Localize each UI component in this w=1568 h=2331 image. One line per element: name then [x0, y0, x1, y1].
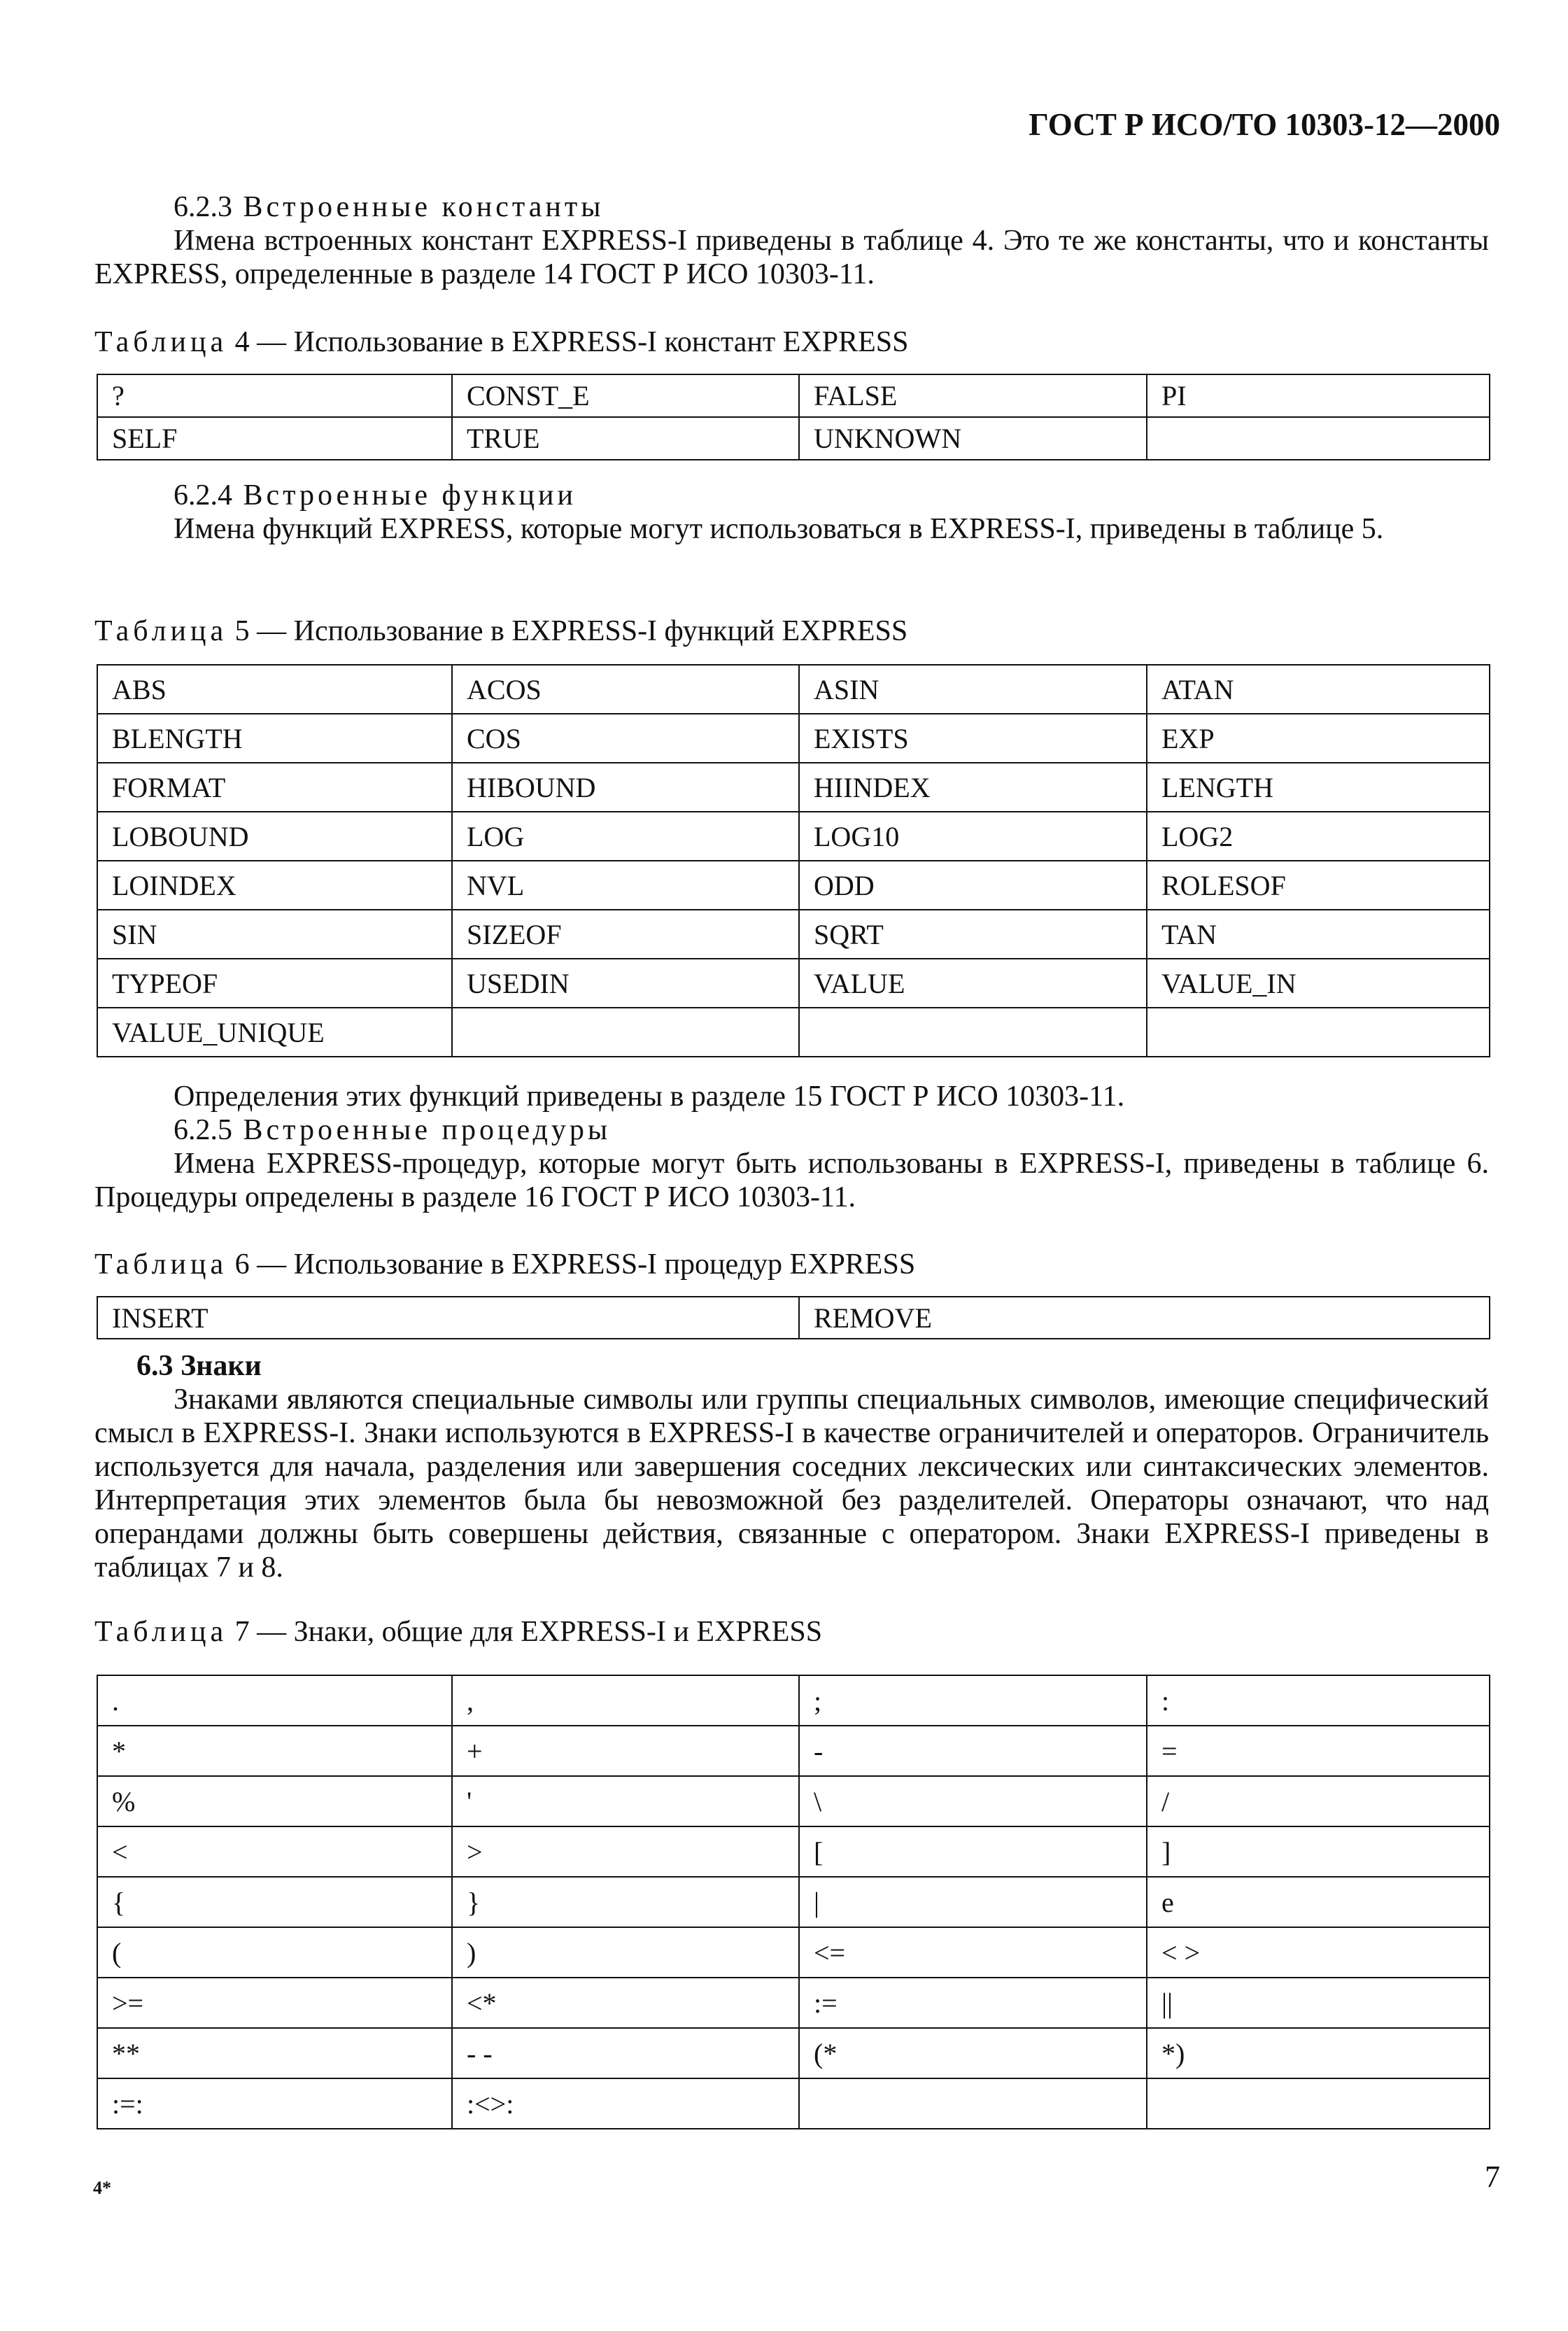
section-title: Встроенные функции: [243, 479, 577, 512]
table-cell: .: [97, 1675, 452, 1726]
table-cell: LOG: [452, 812, 799, 861]
table-cell: SIZEOF: [452, 910, 799, 959]
table-6-caption: [94, 1248, 1489, 1281]
caption-label: Таблица: [94, 326, 228, 358]
section-heading: [94, 190, 1489, 224]
table-cell: [1147, 1008, 1490, 1057]
page-number: 7: [1485, 2160, 1500, 2194]
table-cell: *: [97, 1726, 452, 1776]
table-row: [97, 665, 1490, 714]
signature-mark: 4*: [93, 2178, 111, 2198]
table-cell: TYPEOF: [97, 959, 452, 1008]
table-cell: [799, 1008, 1147, 1057]
table-row: [97, 1978, 1490, 2028]
table-cell: ;: [799, 1675, 1147, 1726]
table-5: [97, 664, 1490, 1057]
table-row: [97, 910, 1490, 959]
table-cell: INSERT: [97, 1297, 799, 1339]
table-cell: ,: [452, 1675, 799, 1726]
table-cell: [452, 1008, 799, 1057]
table-cell: ROLESOF: [1147, 861, 1490, 910]
table-cell: ||: [1147, 1978, 1490, 2028]
table-5-caption: [94, 614, 1489, 648]
table-cell: :=: [799, 1978, 1147, 2028]
section-6-2-3: [94, 190, 1489, 291]
table-cell: >=: [97, 1978, 452, 2028]
table-cell: REMOVE: [799, 1297, 1490, 1339]
table-cell: /: [1147, 1776, 1490, 1826]
table-cell: :<>:: [452, 2078, 799, 2129]
table-cell: ODD: [799, 861, 1147, 910]
table-6: [97, 1296, 1490, 1339]
section-number: 6.2.5: [174, 1114, 232, 1146]
table-cell: <=: [799, 1927, 1147, 1978]
table-cell: (: [97, 1927, 452, 1978]
table-cell: SELF: [97, 417, 452, 460]
paragraph: Знаками являются специальные символы или группы специальных символов, имеющие специфический смысл в EXPRESS-I. Знаки используются в EXPRESS-I в качестве ограничителей и операторов. Ограничитель используется для начала, разделения или завершения соседних лексических или синтаксических элементов. Интерпретация этих элементов была бы невозможной без разделителей. Операторы означают, что над операндами должны быть совершены действия, связанные с оператором. Знаки EXPRESS-I приведены в таблицах 7 и 8.: [94, 1383, 1489, 1584]
table-cell: TAN: [1147, 910, 1490, 959]
table-cell: - -: [452, 2028, 799, 2078]
caption-text: 4 — Использование в EXPRESS-I констант EXPRESS: [227, 326, 909, 358]
table-cell: %: [97, 1776, 452, 1826]
table-cell: PI: [1147, 374, 1490, 417]
table-cell: UNKNOWN: [799, 417, 1147, 460]
table-row: [97, 1826, 1490, 1877]
table-cell: **: [97, 2028, 452, 2078]
table-row: [97, 1877, 1490, 1927]
table-7: [97, 1675, 1490, 2129]
table-cell: LENGTH: [1147, 763, 1490, 812]
table-4-caption: [94, 325, 1489, 359]
table-cell: HIINDEX: [799, 763, 1147, 812]
table-cell: CONST_E: [452, 374, 799, 417]
section-6-3: [94, 1349, 1489, 1584]
table-cell: COS: [452, 714, 799, 763]
table-cell: +: [452, 1726, 799, 1776]
table-cell: FALSE: [799, 374, 1147, 417]
table-cell: ACOS: [452, 665, 799, 714]
table-cell: HIBOUND: [452, 763, 799, 812]
section-heading: 6.3 Знаки: [136, 1350, 262, 1382]
caption-text: 6 — Использование в EXPRESS-I процедур EXPRESS: [227, 1248, 916, 1281]
table-row: [97, 959, 1490, 1008]
table-cell: < >: [1147, 1927, 1490, 1978]
table-cell: |: [799, 1877, 1147, 1927]
table-cell: BLENGTH: [97, 714, 452, 763]
table-row: [97, 1726, 1490, 1776]
table-7-caption: [94, 1615, 1489, 1649]
table-cell: \: [799, 1776, 1147, 1826]
table-cell: EXP: [1147, 714, 1490, 763]
table-cell: SQRT: [799, 910, 1147, 959]
paragraph: Имена EXPRESS-процедур, которые могут быть использованы в EXPRESS-I, приведены в таблице 6. Процедуры определены в разделе 16 ГОСТ Р ИСО 10303-11.: [94, 1148, 1489, 1213]
caption-label: Таблица: [94, 615, 228, 647]
section-title: Встроенные константы: [243, 191, 605, 223]
table-cell: >: [452, 1826, 799, 1877]
section-title: Встроенные процедуры: [243, 1114, 612, 1146]
table-cell: [: [799, 1826, 1147, 1877]
table-cell: *): [1147, 2028, 1490, 2078]
table-cell: ATAN: [1147, 665, 1490, 714]
section-heading: [94, 479, 1489, 512]
table-cell: NVL: [452, 861, 799, 910]
section-number: 6.2.4: [174, 479, 232, 512]
table-cell: (*: [799, 2028, 1147, 2078]
table-row: [97, 1776, 1490, 1826]
table-cell: VALUE_IN: [1147, 959, 1490, 1008]
table-cell: e: [1147, 1877, 1490, 1927]
table-4: [97, 374, 1490, 460]
table-cell: ABS: [97, 665, 452, 714]
table-cell: LOG2: [1147, 812, 1490, 861]
table-cell: :: [1147, 1675, 1490, 1726]
table-cell: VALUE_UNIQUE: [97, 1008, 452, 1057]
table-cell: -: [799, 1726, 1147, 1776]
table-row: [97, 2078, 1490, 2129]
table-row: [97, 1927, 1490, 1978]
table-row: [97, 1675, 1490, 1726]
table-cell: SIN: [97, 910, 452, 959]
table-row: [97, 2028, 1490, 2078]
caption-text: 5 — Использование в EXPRESS-I функций EXPRESS: [227, 615, 908, 647]
table-cell: LOBOUND: [97, 812, 452, 861]
paragraph: Определения этих функций приведены в разделе 15 ГОСТ Р ИСО 10303-11.: [174, 1080, 1125, 1113]
section-heading: [94, 1113, 1489, 1147]
table-cell: [1147, 2078, 1490, 2129]
table-cell: }: [452, 1877, 799, 1927]
caption-label: Таблица: [94, 1248, 228, 1281]
caption-label: Таблица: [94, 1616, 228, 1648]
table-cell: ': [452, 1776, 799, 1826]
table-cell: LOINDEX: [97, 861, 452, 910]
table-cell: ASIN: [799, 665, 1147, 714]
table-cell: {: [97, 1877, 452, 1927]
table-row: [97, 812, 1490, 861]
table-row: [97, 763, 1490, 812]
table-row: [97, 417, 1490, 460]
section-6-2-5: [94, 1080, 1489, 1214]
table-cell: <: [97, 1826, 452, 1877]
table-cell: =: [1147, 1726, 1490, 1776]
table-cell: ?: [97, 374, 452, 417]
table-cell: :=:: [97, 2078, 452, 2129]
table-cell: ): [452, 1927, 799, 1978]
table-row: [97, 1297, 1490, 1339]
table-cell: LOG10: [799, 812, 1147, 861]
table-cell: VALUE: [799, 959, 1147, 1008]
table-cell: TRUE: [452, 417, 799, 460]
caption-text: 7 — Знаки, общие для EXPRESS-I и EXPRESS: [227, 1616, 823, 1648]
table-cell: USEDIN: [452, 959, 799, 1008]
table-cell: ]: [1147, 1826, 1490, 1877]
section-6-2-4: [94, 479, 1489, 546]
table-cell: [1147, 417, 1490, 460]
section-number: 6.2.3: [174, 191, 232, 223]
table-row: [97, 714, 1490, 763]
table-cell: EXISTS: [799, 714, 1147, 763]
paragraph: Имена функций EXPRESS, которые могут использоваться в EXPRESS-I, приведены в таблице 5.: [174, 513, 1384, 545]
table-row: [97, 374, 1490, 417]
table-row: [97, 861, 1490, 910]
table-cell: FORMAT: [97, 763, 452, 812]
paragraph: Имена встроенных констант EXPRESS-I приведены в таблице 4. Это те же константы, что и константы EXPRESS, определенные в разделе 14 ГОСТ Р ИСО 10303-11.: [94, 225, 1489, 290]
table-cell: <*: [452, 1978, 799, 2028]
standard-header: ГОСТ Р ИСО/ТО 10303-12—2000: [1029, 107, 1500, 142]
table-cell: [799, 2078, 1147, 2129]
table-row: [97, 1008, 1490, 1057]
